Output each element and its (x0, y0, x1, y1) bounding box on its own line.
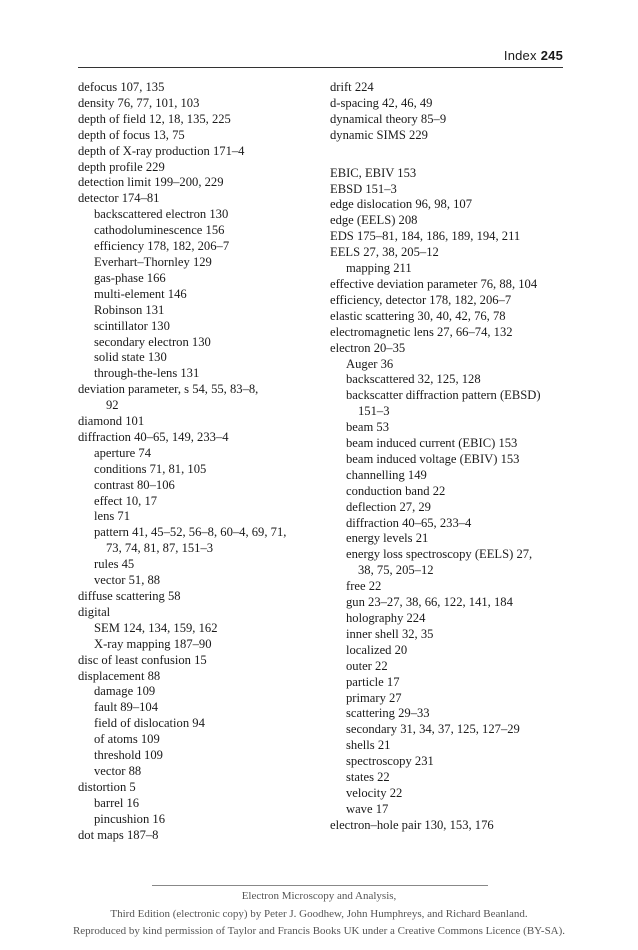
index-subentry: solid state 130 (94, 350, 167, 365)
index-subentry: secondary 31, 34, 37, 125, 127–29 (346, 722, 520, 737)
index-entry: electron–hole pair 130, 153, 176 (330, 817, 494, 832)
index-subentry: spectroscopy 231 (346, 754, 434, 769)
index-entry-continuation: 151–3 (358, 404, 390, 419)
index-entry: electromagnetic lens 27, 66–74, 132 (330, 324, 513, 339)
footer-line-3: Reproduced by kind permission of Taylor and Francis Books UK under a Creative Commons Licence (BY-SA). (72, 925, 566, 937)
index-entry: dynamic SIMS 229 (330, 127, 428, 142)
index-entry-continuation: 38, 75, 205–12 (358, 563, 434, 578)
index-entry: disc of least confusion 15 (78, 652, 207, 667)
index-entry: edge dislocation 96, 98, 107 (330, 197, 473, 212)
index-subentry: Everhart–Thornley 129 (94, 254, 212, 269)
index-entry: displacement 88 (78, 668, 161, 683)
index-subentry: X-ray mapping 187–90 (94, 636, 212, 651)
index-subentry: efficiency 178, 182, 206–7 (94, 239, 230, 254)
index-subentry: Robinson 131 (94, 302, 165, 317)
index-entry: efficiency, detector 178, 182, 206–7 (330, 292, 512, 307)
index-subentry: conditions 71, 81, 105 (94, 461, 207, 476)
index-subentry: fault 89–104 (94, 700, 159, 715)
index-subentry: backscattered 32, 125, 128 (346, 372, 481, 387)
index-entry: defocus 107, 135 (78, 80, 165, 94)
index-group-gap (330, 144, 570, 166)
index-entry: diamond 101 (78, 414, 145, 429)
index-subentry: effect 10, 17 (94, 493, 158, 508)
index-subentry: multi-element 146 (94, 286, 187, 301)
index-entry: EELS 27, 38, 205–12 (330, 245, 439, 260)
index-subentry: aperture 74 (94, 445, 151, 460)
index-subentry: pincushion 16 (94, 811, 166, 826)
index-subentry: diffraction 40–65, 233–4 (346, 515, 472, 530)
page-number: 245 (540, 48, 563, 63)
index-entry: deviation parameter, s 54, 55, 83–8, (78, 382, 259, 397)
index-entry: distortion 5 (78, 779, 136, 794)
index-entry: digital (78, 604, 111, 619)
index-entry: edge (EELS) 208 (330, 213, 418, 228)
index-subentry: channelling 149 (346, 467, 427, 482)
index-subentry: inner shell 32, 35 (346, 626, 434, 641)
running-header (78, 46, 563, 68)
index-subentry: backscattered electron 130 (94, 207, 229, 222)
index-subentry: states 22 (346, 770, 390, 785)
footer-rule (152, 885, 488, 886)
footer-line-2: Third Edition (electronic copy) by Peter J. Goodhew, John Humphreys, and Richard Beanland. (110, 908, 528, 920)
index-subentry: contrast 80–106 (94, 477, 175, 492)
index-subentry: particle 17 (346, 674, 400, 689)
index-subentry: gun 23–27, 38, 66, 122, 141, 184 (346, 595, 513, 610)
index-entry-continuation: 92 (106, 398, 119, 413)
index-subentry: primary 27 (346, 690, 402, 705)
index-subentry: secondary electron 130 (94, 334, 211, 349)
index-subentry: beam 53 (346, 420, 390, 435)
index-entry: diffraction 40–65, 149, 233–4 (78, 429, 229, 444)
index-entry: dot maps 187–8 (78, 827, 159, 842)
index-subentry: shells 21 (346, 738, 391, 753)
index-subentry: vector 88 (94, 763, 142, 778)
index-entry: effective deviation parameter 76, 88, 104 (330, 276, 538, 291)
index-subentry: barrel 16 (94, 795, 140, 810)
index-subentry: beam induced current (EBIC) 153 (346, 436, 518, 451)
index-entry: depth of X-ray production 171–4 (78, 143, 245, 158)
index-subentry: scintillator 130 (94, 318, 170, 333)
index-subentry: wave 17 (346, 801, 389, 816)
index-column-left (78, 80, 308, 844)
index-subentry: mapping 211 (346, 261, 412, 276)
index-subentry: deflection 27, 29 (346, 499, 431, 514)
index-subentry: of atoms 109 (94, 732, 160, 747)
index-entry: detector 174–81 (78, 191, 160, 206)
index-subentry: cathodoluminescence 156 (94, 223, 225, 238)
index-subentry: SEM 124, 134, 159, 162 (94, 620, 218, 635)
index-subentry: threshold 109 (94, 748, 163, 763)
index-subentry: velocity 22 (346, 785, 403, 800)
index-entry: diffuse scattering 58 (78, 589, 181, 603)
index-entry: EDS 175–81, 184, 186, 189, 194, 211 (330, 229, 521, 244)
header-title (504, 48, 563, 63)
index-entry: d-spacing 42, 46, 49 (330, 95, 433, 110)
index-subentry: scattering 29–33 (346, 706, 430, 721)
index-entry: EBSD 151–3 (330, 181, 397, 196)
index-entry: elastic scattering 30, 40, 42, 76, 78 (330, 308, 506, 323)
index-entry: EBIC, EBIV 153 (330, 165, 417, 180)
index-entry: electron 20–35 (330, 340, 406, 355)
index-subentry: beam induced voltage (EBIV) 153 (346, 451, 520, 466)
index-subentry: through-the-lens 131 (94, 366, 200, 381)
footer-line-1: Electron Microscopy and Analysis, (241, 890, 397, 902)
index-entry: depth profile 229 (78, 159, 165, 174)
index-subentry: pattern 41, 45–52, 56–8, 60–4, 69, 71, (94, 525, 287, 540)
index-entry-continuation: 73, 74, 81, 87, 151–3 (106, 541, 214, 556)
index-subentry: vector 51, 88 (94, 573, 161, 588)
index-subentry: gas-phase 166 (94, 270, 166, 285)
index-entry: dynamical theory 85–9 (330, 111, 447, 126)
index-subentry: Auger 36 (346, 356, 394, 371)
index-subentry: damage 109 (94, 684, 156, 699)
index-subentry: backscatter diffraction pattern (EBSD) (346, 388, 541, 403)
index-entry: depth of focus 13, 75 (78, 127, 185, 142)
index-column-right (330, 80, 570, 834)
index-subentry: lens 71 (94, 509, 131, 524)
index-subentry: field of dislocation 94 (94, 716, 205, 731)
index-entry: depth of field 12, 18, 135, 225 (78, 111, 231, 126)
index-subentry: outer 22 (346, 658, 388, 673)
index-subentry: holography 224 (346, 611, 426, 625)
index-subentry: free 22 (346, 579, 382, 594)
index-entry: density 76, 77, 101, 103 (78, 95, 200, 110)
header-section-title: Index (503, 48, 537, 63)
index-subentry: energy levels 21 (346, 531, 429, 546)
index-subentry: conduction band 22 (346, 483, 446, 498)
index-subentry: localized 20 (346, 642, 408, 657)
index-subentry: rules 45 (94, 557, 135, 572)
header-rule (78, 67, 563, 68)
index-entry: drift 224 (330, 80, 374, 94)
index-entry: detection limit 199–200, 229 (78, 175, 224, 190)
index-subentry: energy loss spectroscopy (EELS) 27, (346, 547, 533, 562)
